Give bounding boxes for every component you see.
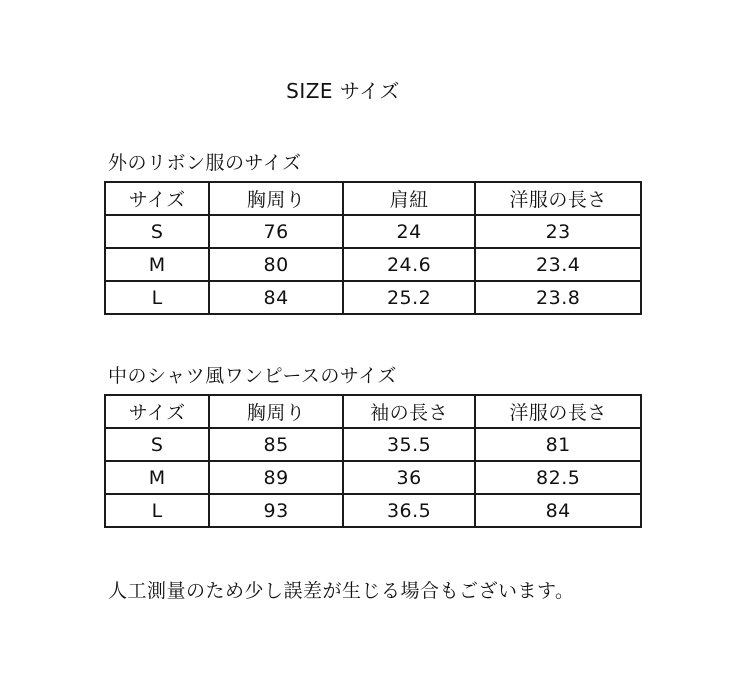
table-cell: 80: [209, 248, 342, 281]
header-cell-length: 洋服の長さ: [475, 395, 641, 428]
table-header-row: [105, 395, 641, 428]
table-cell: 81: [475, 428, 641, 461]
header-cell-strap: 肩紐: [343, 182, 475, 215]
shirt-dress-size-caption: 中のシャツ風ワンピースのサイズ: [108, 365, 397, 387]
table-header-row: [105, 182, 641, 215]
table-cell: S: [105, 215, 209, 248]
header-cell-length: 洋服の長さ: [475, 182, 641, 215]
table-row: [105, 461, 641, 494]
table-row: [105, 215, 641, 248]
table-cell: M: [105, 461, 209, 494]
table-cell: 23: [475, 215, 641, 248]
measurement-disclaimer: 人工測量のため少し誤差が生じる場合もございます。: [108, 580, 575, 602]
table-cell: 36: [343, 461, 475, 494]
table-cell: 23.8: [475, 281, 641, 314]
table-cell: 76: [209, 215, 342, 248]
table-cell: 84: [209, 281, 342, 314]
table-cell: 89: [209, 461, 342, 494]
ribbon-dress-size-table: [104, 181, 642, 315]
table-cell: 25.2: [343, 281, 475, 314]
table-cell: M: [105, 248, 209, 281]
table-cell: L: [105, 281, 209, 314]
header-cell-chest: 胸周り: [209, 395, 342, 428]
table-cell: 84: [475, 494, 641, 527]
page-title: SIZE サイズ: [286, 79, 400, 103]
ribbon-dress-size-caption: 外のリボン服のサイズ: [108, 152, 302, 174]
table-cell: 85: [209, 428, 342, 461]
table-cell: 82.5: [475, 461, 641, 494]
header-cell-size: サイズ: [105, 395, 209, 428]
shirt-dress-size-table: [104, 394, 642, 528]
table-cell: 24.6: [343, 248, 475, 281]
header-cell-size: サイズ: [105, 182, 209, 215]
table-cell: S: [105, 428, 209, 461]
table-cell: 36.5: [343, 494, 475, 527]
header-cell-chest: 胸周り: [209, 182, 342, 215]
table-cell: L: [105, 494, 209, 527]
table-row: [105, 281, 641, 314]
table-cell: 24: [343, 215, 475, 248]
header-cell-sleeve: 袖の長さ: [343, 395, 475, 428]
table-cell: 23.4: [475, 248, 641, 281]
table-cell: 35.5: [343, 428, 475, 461]
table-cell: 93: [209, 494, 342, 527]
table-row: [105, 494, 641, 527]
table-row: [105, 428, 641, 461]
table-row: [105, 248, 641, 281]
